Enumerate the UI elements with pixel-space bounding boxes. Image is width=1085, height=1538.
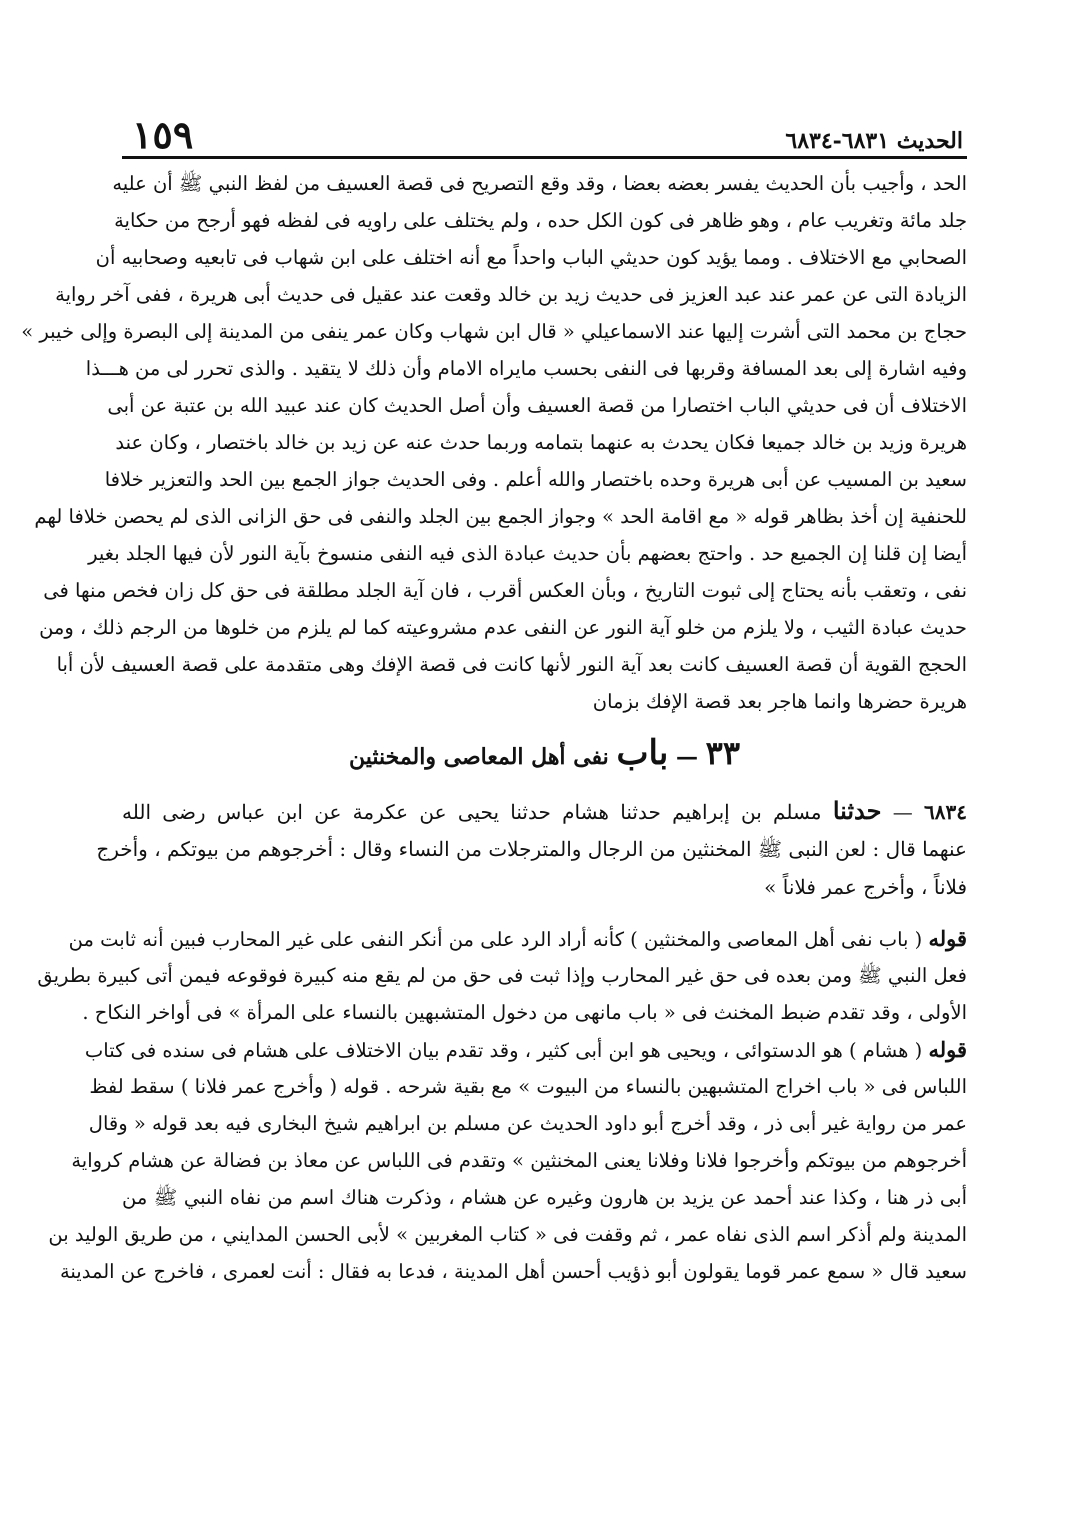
text-line: نفى ، وتعقب بأنه يحتاج إلى ثبوت التاريخ ، وبأن العكس أقرب ، فان آية الجلد مطلقة فى حق كل زان فخص منها فى (43, 579, 967, 602)
hadith-line: فلاناً ، وأخرج عمر فلاناً » (764, 875, 967, 899)
page-number: ١٥٩ (132, 112, 194, 157)
chapter-heading: ٣٣ — باب نفى أهل المعاصى والمخنثين (348, 733, 741, 773)
text-line: اللباس فى « باب اخراج المتشبهين بالنساء من البيوت » مع بقية شرحه . قوله ( وأخرج عمر فلانا ) سقط لفظ (89, 1075, 967, 1098)
hadith-text (96, 792, 968, 906)
text-line: الأولى ، وقد تقدم ضبط المخنث فى « باب مانهى من دخول المتشبهين بالنساء على المرأة » فى أواخر النكاح . (82, 1001, 967, 1024)
text-line: هريرة حضرها وانما هاجر بعد قصة الإفك بزمان (592, 690, 967, 713)
text-line: هريرة وزيد بن خالد جميعا فكان يحدث به عنهما بتمامه وربما حدث عنه عن زيد بن خالد باختصار ، وكان عند (115, 431, 967, 454)
text-line (68, 920, 967, 957)
text-line (84, 1031, 967, 1068)
text-line: أيضا إن قلنا إن الجميع حد . واحتج بعضهم بأن حديث عبادة الذى فيه النفى منسوخ بآية النور لأن فيها الجلد بغير (88, 542, 967, 565)
chapter-title: نفى أهل المعاصى والمخنثين (348, 744, 609, 770)
qawluhu-marker: قوله (928, 926, 967, 951)
text-line: سعيد قال « سمع عمر قوما يقولون أبو ذؤيب أحسن أهل المدينة ، فدعا به فقال : أنت لعمرى ، فاخرج عن المدينة (59, 1260, 967, 1283)
text-line: أخرجوهم من بيوتكم وأخرجوا فلانا وفلانا يعنى المخنثين » وتقدم فى اللباس عن معاذ بن فضالة عن هشام كرواية (71, 1149, 967, 1172)
text-line: عمر من رواية غير أبى ذر ، وقد أخرج أبو داود الحديث عن مسلم بن ابراهيم شيخ البخارى فيه بعد قوله « وقال (88, 1112, 967, 1135)
explanation-block (37, 920, 967, 1290)
chapter-word: باب (616, 733, 669, 773)
qawluhu-marker: قوله (928, 1037, 967, 1062)
hadith-lead: حدثنا (832, 796, 882, 825)
text-line: حديث عبادة الثيب ، ولا يلزم من خلو آية النور عن النفى عدم مشروعيته كما لم يلزم من خلوها من الرجم ذلك ، ومن (39, 616, 967, 639)
text-span: ( باب نفى أهل المعاصى والمخنثين ) كأنه أراد الرد على من أنكر النفى على غير المحارب فبين أنه ثابت من (68, 928, 923, 951)
chapter-number: ٣٣ (705, 734, 741, 772)
text-span: ( هشام ) هو الدستوائى ، ويحيى هو ابن أبى كثير ، وقد تقدم بيان الاختلاف على هشام فى سنده فى كتاب (84, 1039, 923, 1062)
text-line: سعيد بن المسيب عن أبى هريرة وحده باختصار والله أعلم . وفى الحديث جواز الجمع بين الحد والتعزير خلافا (104, 468, 967, 491)
text-line: الزيادة التى عن عمر عند عبد العزيز فى حديث زيد بن خالد وقعت عند عقيل فى حديث أبى هريرة ، ففى آخر رواية (55, 283, 967, 306)
text-line: للحنفية إن أخذ بظاهر قوله « مع اقامة الحد » وجواز الجمع بين الجلد والنفى فى حق الزانى الذى لم يحصن خلافا لهم (34, 505, 967, 528)
page-header (122, 100, 967, 157)
text-line: الصحابي مع الاختلاف . ومما يؤيد كون حديثي الباب واحداً مع أنه اختلف على ابن شهاب فى تابعيه وصحابيه أن (95, 246, 967, 269)
text-line: جلد مائة وتغريب عام ، وهو ظاهر فى كون الكل حده ، ولم يختلف على راويه فى لفظه فهو أرجح من حكاية (114, 209, 967, 232)
hadith-line: عنهما قال : لعن النبى ﷺ المخنثين من الرجال والمترجلات من النساء وقال : أخرجوهم من بيوتكم ، وأخرج (96, 837, 967, 861)
header-rule (122, 156, 967, 159)
hadith-line: ٦٨٣٤ — حدثنا مسلم بن إبراهيم حدثنا هشام حدثنا يحيى عن عكرمة عن ابن عباس رضى الله (122, 796, 968, 825)
text-line: المدينة ولم أذكر اسم الذى نفاه عمر ، ثم وقفت فى « كتاب المغربين » لأبى الحسن المدايني ، من طريق الوليد بن (48, 1223, 967, 1246)
hadith-number: ٦٨٣٤ (924, 800, 968, 824)
text-line: وفيه اشارة إلى بعد المسافة وقربها فى النفى بحسب مايراه الامام وأن ذلك لا يتقيد . والذى تحرر لى من هـــذا (85, 357, 967, 380)
commentary-block (21, 165, 967, 720)
text-line: الاختلاف أن فى حديثي الباب اختصارا من قصة العسيف وأن أصل الحديث كان عند عبيد الله بن عتبة عن أبى (107, 394, 967, 417)
running-title: الحديث ٦٨٣١-٦٨٣٤ (785, 128, 963, 154)
text-line: حجاج بن محمد التى أشرت إليها عند الاسماعيلي « قال ابن شهاب وكان عمر ينفى من المدينة إلى البصرة وإلى خيبر » (21, 320, 967, 343)
text-line: فعل النبي ﷺ ومن بعده فى حق غير المحارب وإذا ثبت فى حق من لم يقع منه كبيرة فوقوعه فيمن أتى كبيرة بطريق (37, 964, 967, 987)
hadith-isnad: مسلم بن إبراهيم حدثنا هشام حدثنا يحيى عن عكرمة عن ابن عباس رضى الله (122, 800, 822, 824)
text-line: الحد ، وأجيب بأن الحديث يفسر بعضه بعضا ، وقد وقع التصريح فى قصة العسيف من لفظ النبي ﷺ أن عليه (112, 172, 967, 195)
text-line: الحجج القوية أن قصة العسيف كانت بعد آية النور لأنها كانت فى قصة الإفك وهى متقدمة على قصة العسيف لأن أبا (56, 653, 967, 676)
text-line: أبى ذر هنا ، وكذا عند أحمد عن يزيد بن هارون وغيره عن هشام ، وذكرت هناك اسم من نفاه النبي ﷺ من (122, 1186, 967, 1209)
